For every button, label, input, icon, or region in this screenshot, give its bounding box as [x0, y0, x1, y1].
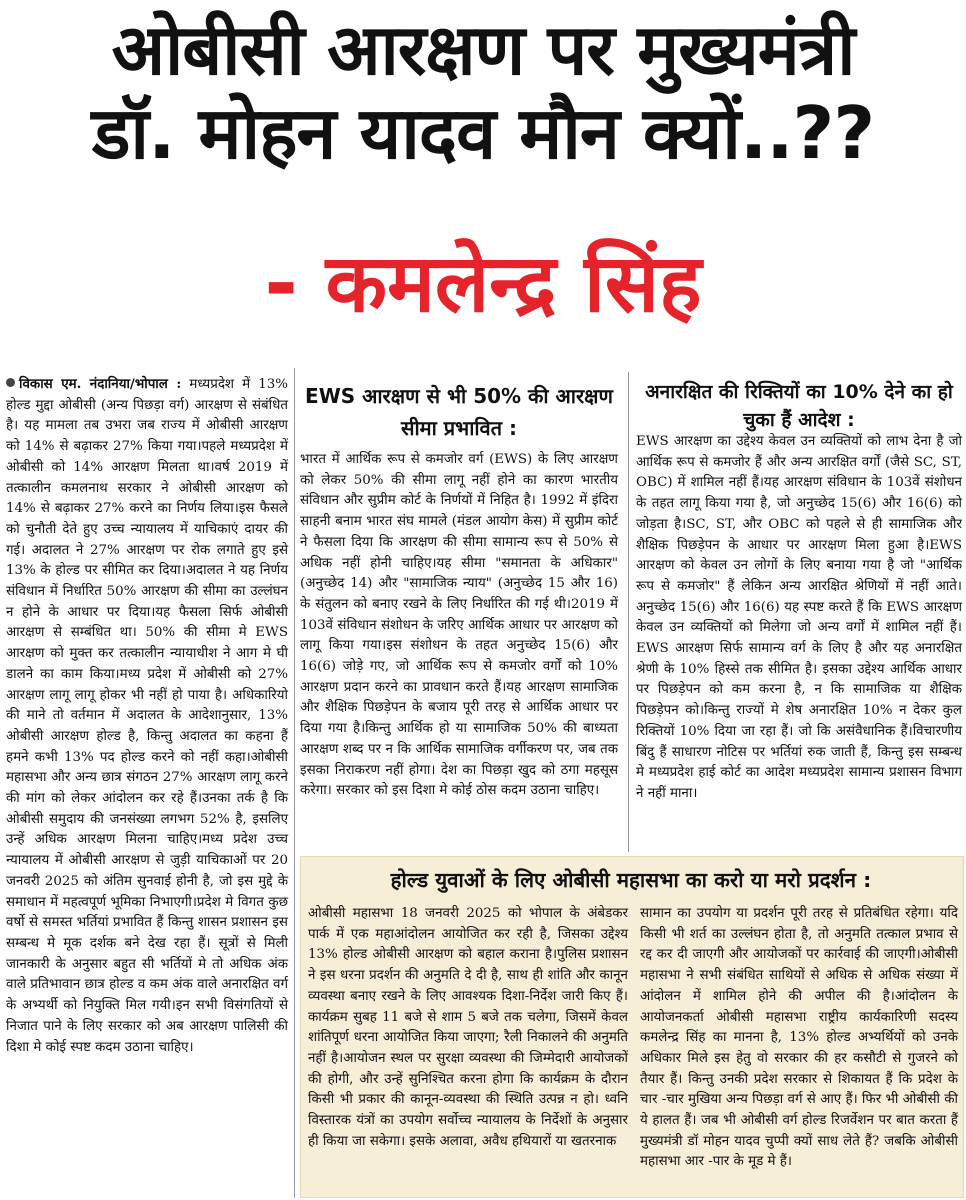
bullet-icon — [6, 378, 15, 387]
byline: - कमलेन्द्र सिंह — [264, 237, 702, 330]
headline-line-1: ओबीसी आरक्षण पर मुख्यमंत्री — [111, 9, 855, 91]
headline-line-2: डॉ. मोहन यादव मौन क्यों..?? — [91, 90, 875, 175]
box-right-body: सामान का उपयोग या प्रदर्शन पूरी तरह से प्रतिबंधित रहेगा। यदि किसी भी शर्त का उल्लंघन होता है, तो अनुमति तत्काल प्रभाव से रद्द कर दी जाएगी और आयोजकों पर कार्रवाई की जाएगी।ओबीसी महासभा ने सभी संबंधित साथियों से अधिक से अधिक संख्या में आंदोलन में शामिल होने की अपील की है।आंदोलन के आयोजनकर्ता ओबीसी महासभा राष्ट्रीय कार्यकारिणी सदस्य कमलेन्द्र सिंह का मानना है, 13% होल्ड अभ्यर्थियों को उनके अधिकार मिले इस हेतु वो सरकार की हर कसौटी से गुजरने को तैयार हैं। किन्तु उनकी प्रदेश सरकार से शिकायत हैं कि प्रदेश के चार -चार मुखिया अन्य पिछड़ा वर्ग से आए हैं। फिर भी ओबीसी की ये हालत हैं। जब भी ओबीसी वर्ग होल्ड रिजर्वेशन पर बात करता हैं मुख्यमंत्री डॉ मोहन यादव चुप्पी क्यों साध लेते हैं? जबकि ओबीसी महासभा आर -पार के मूड मे हैं। — [640, 906, 958, 1170]
article-column-1 — [6, 374, 288, 1058]
column-2-heading: EWS आरक्षण से भी 50% की आरक्षण सीमा प्रभावित : — [305, 384, 613, 440]
box-left-body: ओबीसी महासभा 18 जनवरी 2025 को भोपाल के अंबेडकर पार्क में एक महाआंदोलन आयोजित कर रही है, जिसका उद्देश्य 13% होल्ड ओबीसी आरक्षण को बहाल कराना है।पुलिस प्रशासन ने इस धरना प्रदर्शन की अनुमति दे दी है, साथ ही शांति और कानून व्यवस्था बनाए रखने के लिए आवश्यक दिशा-निर्देश जारी किए हैं। कार्यक्रम सुबह 11 बजे से शाम 5 बजे तक चलेगा, जिसमें केवल शांतिपूर्ण धरना आयोजित किया जाएगा; रैली निकालने की अनुमति नहीं है।आयोजन स्थल पर सुरक्षा व्यवस्था की जिम्मेदारी आयोजकों की होगी, और उन्हें सुनिश्चित करना होगा कि कार्यक्रम के दौरान किसी भी प्रकार की कानून-व्यवस्था की स्थिति उत्पन्न न हो। ध्वनि विस्तारक यंत्रों का उपयोग सर्वोच्च न्यायालय के निर्देशों के अनुसार ही किया जा सकेगा। इसके अलावा, अवैध हथियारों या खतरनाक — [308, 906, 628, 1149]
column-divider — [294, 368, 295, 1198]
column-3-heading: अनारक्षित की रिक्तियों का 10% देने का हो चुका हैं आदेश : — [645, 381, 953, 431]
box-column-left — [308, 904, 628, 1152]
article-column-3 — [636, 432, 962, 805]
column-divider — [628, 372, 629, 852]
headline — [0, 0, 966, 175]
box-heading: होल्ड युवाओं के लिए ओबीसी महासभा का करो या मरो प्रदर्शन : — [390, 868, 872, 892]
column-1-paragraph — [6, 374, 288, 1058]
column-2-body: भारत में आर्थिक रूप से कमजोर वर्ग (EWS) के लिए आरक्षण को लेकर 50% की सीमा लागू नहीं होने का कारण भारतीय संविधान और सुप्रीम कोर्ट के निर्णयों में निहित है। 1992 में इंदिरा साहनी बनाम भारत संघ मामले (मंडल आयोग केस) में सुप्रीम कोर्ट ने फैसला दिया कि आरक्षण की सीमा सामान्य रूप से 50% से अधिक नहीं होनी चाहिए।यह सीमा "समानता के अधिकार"(अनुच्छेद 14) और "सामाजिक न्याय" (अनुच्छेद 15 और 16) के संतुलन को बनाए रखने के लिए निर्धारित की गई थी।2019 में 103वें संविधान संशोधन के जरिए आर्थिक आधार पर आरक्षण को लागू किया गया।इस संशोधन के तहत अनुच्छेद 15(6) और 16(6) जोड़े गए, जो आर्थिक रूप से कमजोर वर्गों को 10% आरक्षण प्रदान करने का प्रावधान करते हैं।यह आरक्षण सामाजिक और शैक्षिक पिछड़ेपन के बजाय पूरी तरह से आर्थिक आधार पर दिया गया है।किन्तु आर्थिक हो या सामाजिक 50% की बाध्यता आरक्षण शब्द पर न कि आर्थिक सामाजिक वर्गीकरण पर, जब तक इसका निराकरण नहीं होगा। देश का पिछड़ा खुद को ठगा महसूस करेगा। सरकार को इस दिशा मे कोई ठोस कदम उठाना चाहिए। — [300, 452, 618, 799]
column-1-body: मध्यप्रदेश में 13% होल्ड मुद्दा ओबीसी (अन्य पिछड़ा वर्ग) आरक्षण से संबंधित है। यह मामला तब उभरा जब राज्य में ओबीसी आरक्षण को 14% से बढ़ाकर 27% किया गया।पहले मध्यप्रदेश में ओबीसी को 14% आरक्षण मिलता था।वर्ष 2019 में तत्कालीन कमलनाथ सरकार ने ओबीसी आरक्षण को 14% से बढ़ाकर 27% करने का निर्णय लिया।इस फैसले को चुनौती देते हुए उच्च न्यायालय में याचिकाएं दायर की गई। अदालत ने 27% आरक्षण पर रोक लगाते हुए इसे 13% के होल्ड पर सीमित कर दिया।अदालत ने यह निर्णय संविधान में निर्धारित 50% आरक्षण की सीमा का उल्लंघन न होने के आधार पर दिया।यह फैसला सिर्फ ओबीसी आरक्षण से सम्बंधित था। 50% की सीमा मे EWS आरक्षण को मुक्त कर तत्कालीन न्यायाधीश ने आग मे घी डालने का काम किया।मध्य प्रदेश में ओबीसी को 27% आरक्षण लागू लागू होकर भी नहीं हो पाया है। अधिकारियो की माने तो वर्तमान में अदालत के आदेशानुसार, 13% ओबीसी आरक्षण होल्ड है, किन्तु अदालत का कहना हैं हमने कभी 13% पद होल्ड करने को नहीं कहा।ओबीसी महासभा और अन्य छात्र संगठन 27% आरक्षण लागू करने की मांग को लेकर आंदोलन कर रहे हैं।उनका तर्क है कि ओबीसी समुदाय की जनसंख्या लगभग 52% है, इसलिए उन्हें अधिक आरक्षण मिलना चाहिए।मध्य प्रदेश उच्च न्यायालय में ओबीसी आरक्षण से जुड़ी याचिकाओं पर 20 जनवरी 2025 को अंतिम सुनवाई होनी है, जो इस मुद्दे के समाधान में महत्वपूर्ण भूमिका निभाएगी।प्रदेश मे विगत कुछ वर्षो से समस्त भर्तियां प्रभावित हैं किन्तु शासन प्रशासन इस सम्बन्ध मे मूक दर्शक बने देख रहा हैं। सूत्रों से मिली जानकारी के अनुसार बहुत सी भर्तियों मे तो अधिक अंक वाले प्रतिभावान छात्र होल्ड व कम अंक वाले अनारक्षित वर्ग के अभ्यर्थी को नियुक्ति मिल गयी।इन सभी विसंगतियों से निजात पाने के लिए सरकार को अब आरक्षण पालिसी की दिशा मे कोई स्पष्ट कदम उठाना चाहिए। — [6, 377, 288, 1055]
column-3-body: EWS आरक्षण का उद्देश्य केवल उन व्यक्तियों को लाभ देना है जो आर्थिक रूप से कमजोर हैं और अन्य आरक्षित वर्गों (जैसे SC, ST, OBC) में शामिल नहीं हैं।यह आरक्षण संविधान के 103वें संशोधन के तहत लागू किया गया है, जो अनुच्छेद 15(6) और 16(6) को जोड़ता है।SC, ST, और OBC को पहले से ही सामाजिक और शैक्षिक पिछड़ेपन के आधार पर आरक्षण मिला हुआ है।EWS आरक्षण को केवल उन लोगों के लिए बनाया गया है जो "आर्थिक रूप से कमजोर" हैं लेकिन अन्य आरक्षित श्रेणियों में नहीं आते। अनुच्छेद 15(6) और 16(6) यह स्पष्ट करते हैं कि EWS आरक्षण केवल उन व्यक्तियों को मिलेगा जो अन्य वर्गों में शामिल नहीं हैं।EWS आरक्षण सिर्फ सामान्य वर्ग के लिए है और यह अनारक्षित श्रेणी के 10% हिस्से तक सीमित है। इसका उद्देश्य आर्थिक आधार पर पिछड़ेपन को कम करना है, न कि सामाजिक या शैक्षिक पिछड़ेपन को।किन्तु राज्यों मे शेष अनारक्षित 10% न देकर कुल रिक्तियों 10% दिया जा रहा हैं। जो कि असंवैधानिक हैं।विचारणीय बिंदु हैं साधारण नोटिस पर भर्तियां रुक जाती हैं, किन्तु इस सम्बन्ध मे मध्यप्रदेश हाई कोर्ट का आदेश मध्यप्रदेश सामान्य प्रशासन विभाग ने नहीं माना। — [636, 434, 962, 801]
box-column-right — [640, 904, 958, 1173]
article-column-2 — [300, 450, 618, 802]
dateline: विकास एम. नंदानिया/भोपाल : — [19, 376, 182, 392]
